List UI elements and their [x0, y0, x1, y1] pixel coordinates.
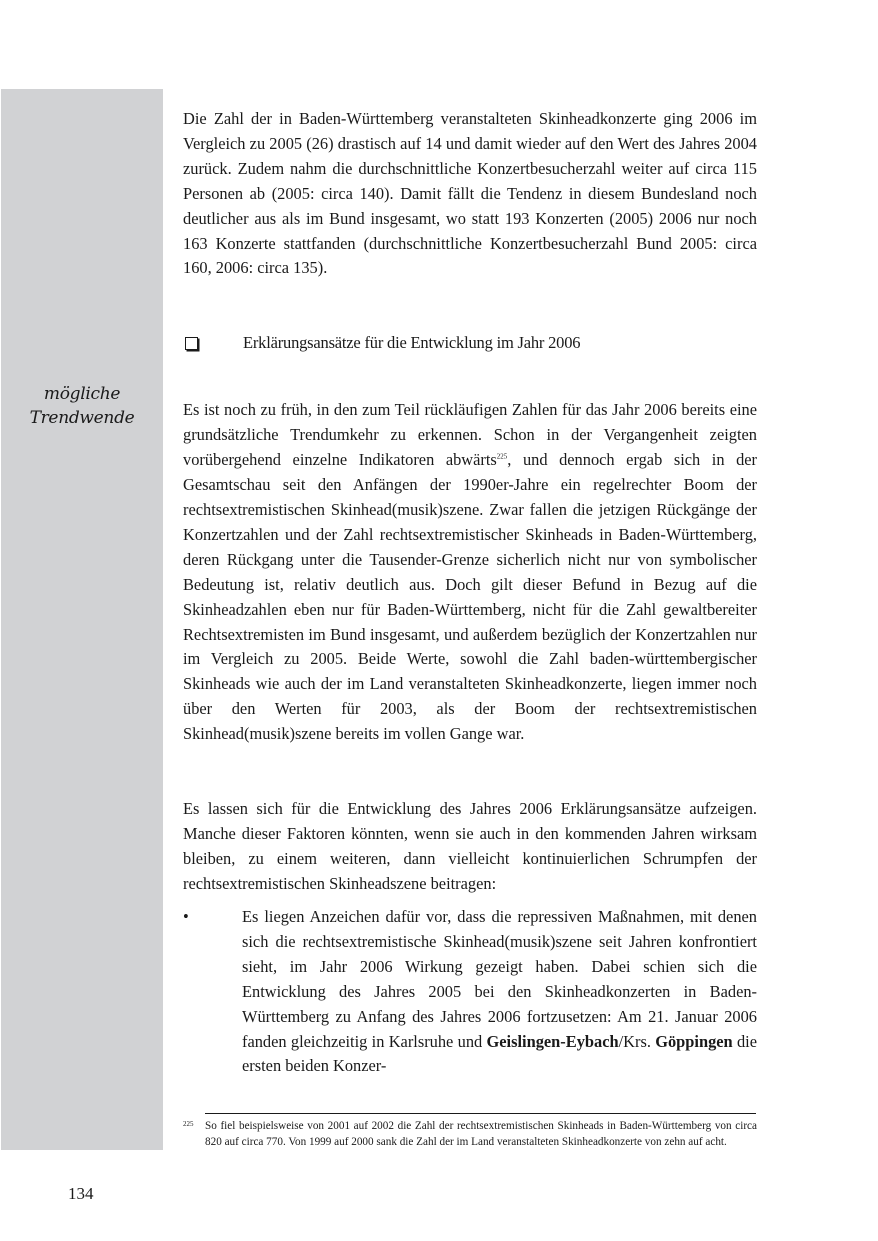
- bullet-item: [183, 905, 757, 1079]
- bullet-text-mid: /Krs.: [618, 1031, 656, 1051]
- margin-sidebar: [1, 89, 163, 1150]
- footnote-reference[interactable]: 225: [496, 452, 508, 461]
- footnote-text: So fiel beispielsweise von 2001 auf 2002 die Zahl der rechtsextremistischen Skinheads in Baden-Württemberg von circa 820 auf circa 770. Von 1999 auf 2000 sank die Zahl der im Land veranstalteten Skinheadkonzerte von zehn auf acht.: [205, 1120, 757, 1149]
- paragraph-1-container: [183, 107, 757, 281]
- bullet-text-start: Es liegen Anzeichen dafür vor, dass die repressiven Maßnahmen, mit denen sich die rechtsextremistische Skinhead(musik)szene seit Jahren konfrontiert sieht, im Jahr 2006 Wirkung gezeigt haben. Dabei schien sich die Entwicklung des Jahres 2005 bei den Skinheadkonzerten in Baden-Württemberg zu Anfang des Jahres 2006 fortzusetzen: Am 21. Januar 2006 fanden gleichzeitig in Karlsruhe und: [242, 907, 757, 1051]
- bullet-text-end: die ersten beiden Konzer-: [242, 1031, 757, 1076]
- paragraph-1: Die Zahl der in Baden-Württemberg veranstalteten Skinheadkonzerte ging 2006 im Vergleich zu 2005 (26) drastisch auf 14 und damit wieder auf den Wert des Jahres 2004 zurück. Zudem nahm die durchschnittliche Konzertbesucherzahl weiter auf circa 115 Personen ab (2005: circa 140). Damit fällt die Tendenz in diesem Bundesland noch deutlicher aus als im Bund insgesamt, wo statt 193 Konzerten (2005) 2006 nur noch 163 Konzerte stattfanden (durchschnittliche Konzertbesucherzahl Bund 2005: circa 160, 2006: circa 135).: [183, 109, 757, 278]
- checkbox-bullet-icon: [185, 337, 198, 350]
- place-geislingen: Geislingen-Eybach: [486, 1031, 619, 1051]
- paragraph-2: [183, 398, 757, 747]
- footnote: [183, 1118, 757, 1151]
- place-goeppingen: Göppingen: [655, 1031, 733, 1051]
- bullet-dot-icon: •: [183, 907, 189, 926]
- paragraph-2-part2: , und dennoch ergab sich in der Gesamtschau seit den Anfängen der 1990er-Jahre ein regelrechter Boom der rechtsextremistischen Skinhead(musik)szene. Zwar fallen die jetzigen Rückgänge der Konzertzahlen und der Zahl rechtsextremistischer Skinheads in Baden-Württemberg, deren Rückgang unter die Tausender-Grenze sicherlich nicht nur von symbolischer Bedeutung ist, relativ deutlich aus. Doch gilt dieser Befund in Bezug auf die Skinheadzahlen eben nur für Baden-Württemberg, nicht für die Zahl gewaltbereiter Rechtsextremisten im Bund insgesamt, und außerdem bezüglich der Konzertzahlen nur im Vergleich zu 2005. Beide Werte, sowohl die Zahl baden-württembergischer Skinheads wie auch der im Land veranstalteten Skinheadkonzerte, liegen immer noch über den Werten für 2003, als der Boom der rechtsextremistischen Skinhead(musik)szene bereits im vollen Gange war.: [183, 450, 758, 744]
- page-number: 134: [68, 1184, 94, 1203]
- margin-note-line1: mögliche: [43, 384, 121, 404]
- margin-note-line2: Trendwende: [29, 408, 135, 428]
- section-heading: [183, 330, 757, 356]
- bullet-text: [242, 905, 757, 1079]
- margin-note: [1, 382, 163, 430]
- footnote-mark: 225: [183, 1120, 194, 1128]
- footnote-divider: [205, 1113, 756, 1114]
- paragraph-2-part1: Es ist noch zu früh, in den zum Teil rückläufigen Zahlen für das Jahr 2006 bereits eine grundsätzliche Trendumkehr zu erkennen. Schon in der Vergangenheit zeigten vorübergehend einzelne Indikatoren abwärts: [183, 400, 757, 470]
- paragraph-3: Es lassen sich für die Entwicklung des Jahres 2006 Erklärungsansätze aufzeigen. Manche dieser Faktoren könnten, wenn sie auch in den kommenden Jahren wirksam bleiben, zu einem weiteren, dann vielleicht kontinuierlichen Schrumpfen der rechtsextremistischen Skinheadszene beitragen:: [183, 799, 757, 894]
- section-heading-text: Erklärungsansätze für die Entwicklung im Jahr 2006: [243, 333, 581, 352]
